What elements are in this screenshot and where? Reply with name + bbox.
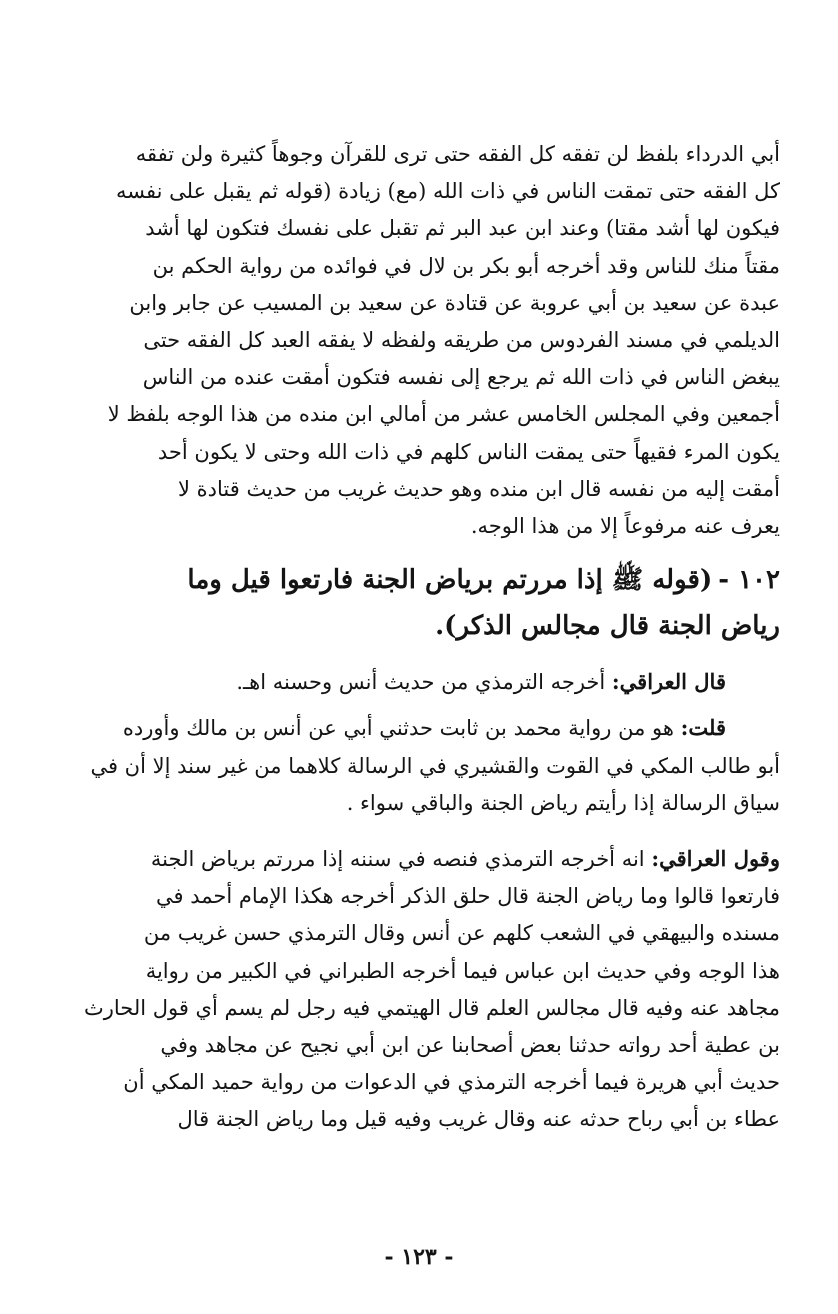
qultu-text: هو من رواية محمد بن ثابت حدثني أبي عن أنس بن مالك وأورده: [122, 716, 681, 741]
text-line: يعرف عنه مرفوعاً إلا من هذا الوجه.: [470, 514, 780, 539]
iraqi-label: قال العراقي:: [611, 669, 726, 695]
qawl-paragraph: [58, 840, 780, 1139]
heading-line: رياض الجنة قال مجالس الذكر).: [435, 611, 780, 642]
text-line: عطاء بن أبي رباح حدثه عنه وقال غريب وفيه قيل وما رياض الجنة قال: [177, 1107, 780, 1132]
text-line: هذا الوجه وفي حديث ابن عباس فيما أخرجه الطبراني في الكبير من رواية: [145, 958, 780, 983]
text-line: مسنده والبيهقي في الشعب كلهم عن أنس وقال الترمذي حسن غريب من: [143, 921, 780, 946]
qultu-paragraph: [58, 709, 780, 822]
qultu-label: قلت:: [680, 715, 726, 741]
text-line: أبي الدرداء بلفظ لن تفقه كل الفقه حتى ترى للقرآن وجوهاً كثيرة ولن تفقه: [135, 142, 780, 166]
iraqi-paragraph: [58, 663, 780, 701]
iraqi-text: أخرجه الترمذي من حديث أنس وحسنه اهـ.: [236, 670, 612, 695]
text-line: فيكون لها أشد مقتا) وعند ابن عبد البر ثم تقبل على نفسك فتكون لها أشد: [145, 216, 780, 241]
section-heading: [58, 557, 780, 649]
text-line: أمقت إليه من نفسه قال ابن منده وهو حديث غريب من حديث قتادة لا: [178, 476, 780, 501]
text-line: أجمعين وفي المجلس الخامس عشر من أمالي ابن منده من هذا الوجه بلفظ لا: [107, 402, 780, 427]
text-line: عبدة عن سعيد بن أبي عروبة عن قتادة عن سعيد بن المسيب عن جابر وابن: [129, 290, 780, 315]
text-line: فارتعوا قالوا وما رياض الجنة قال حلق الذكر أخرجه هكذا الإمام أحمد في: [156, 884, 780, 909]
section-number: ١٠٢ -: [718, 565, 780, 596]
page-number: - ١٢٣ -: [384, 1244, 454, 1270]
text-line: أبو طالب المكي في القوت والقشيري في الرسالة كلاهما من غير سند إلا أن في: [90, 753, 780, 778]
text-line: مجاهد عنه وفيه قال مجالس العلم قال الهيتمي فيه رجل لم يسم أي قول الحارث: [83, 995, 780, 1020]
text-line: [58, 840, 780, 878]
qawl-label: وقول العراقي:: [651, 846, 780, 872]
text-line: الديلمي في مسند الفردوس من طريقه ولفظه لا يفقه العبد كل الفقه حتى: [143, 328, 780, 353]
text-line: يكون المرء فقيهاً حتى يمقت الناس كلهم في ذات الله وحتى لا يكون أحد: [157, 439, 780, 464]
text-line: كل الفقه حتى تمقت الناس في ذات الله (مع) زيادة (قوله ثم يقبل على نفسه: [116, 179, 780, 204]
heading-line: [58, 557, 780, 603]
qawl-text: انه أخرجه الترمذي فنصه في سننه إذا مررتم برياض الجنة: [150, 847, 652, 872]
text-line: [58, 709, 780, 747]
intro-paragraph: [58, 136, 780, 545]
text-line: مقتاً منك للناس وقد أخرجه أبو بكر بن لال في فوائده من رواية الحكم بن: [152, 253, 780, 278]
text-line: سياق الرسالة إذا رأيتم رياض الجنة والباقي سواء .: [346, 790, 780, 815]
text-line: حديث أبي هريرة فيما أخرجه الترمذي في الدعوات من رواية حميد المكي أن: [123, 1070, 780, 1095]
page-body: [58, 136, 780, 1139]
text-line: يبغض الناس في ذات الله ثم يرجع إلى نفسه فتكون أمقت عنده من الناس: [142, 365, 780, 390]
text-line: بن عطية أحد رواته حدثنا بعض أصحابنا عن ابن أبي نجيح عن مجاهد وفي: [160, 1033, 780, 1058]
heading-text: (قوله ﷺ إذا مررتم برياض الجنة فارتعوا قيل وما: [187, 565, 713, 596]
